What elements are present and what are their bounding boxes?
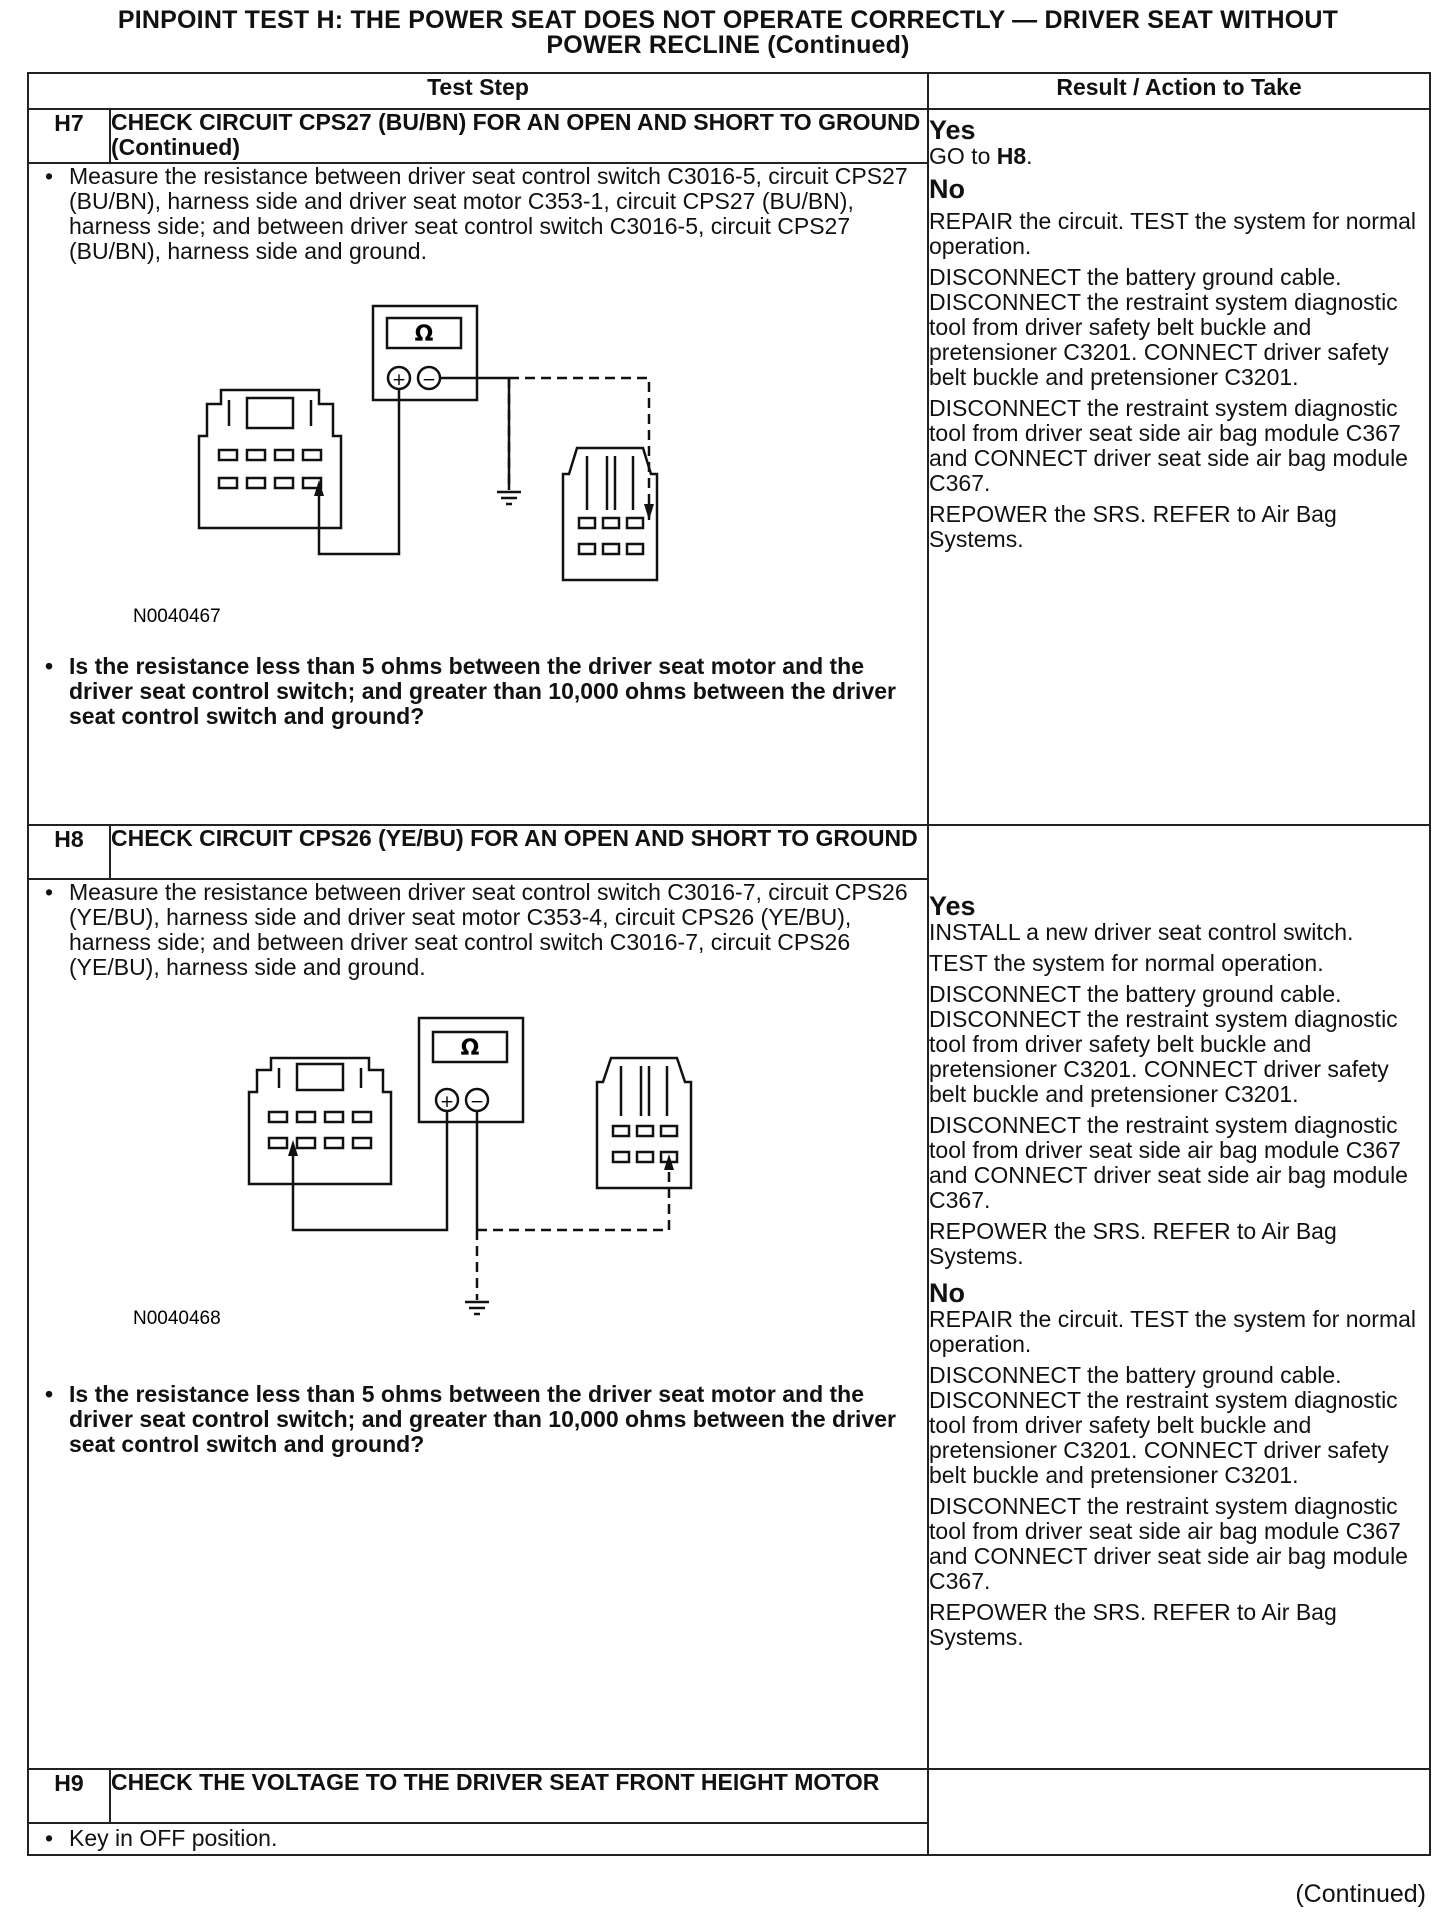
no-action-line: REPAIR the circuit. TEST the system for normal operation. [929, 1306, 1417, 1357]
no-action-line: REPAIR the circuit. TEST the system for normal operation. [929, 208, 1417, 259]
step-heading: CHECK THE VOLTAGE TO THE DRIVER SEAT FRONT HEIGHT MOTOR [110, 1769, 928, 1823]
yes-label: Yes [929, 891, 976, 921]
bullet-text: Measure the resistance between driver seat control switch C3016-5, circuit CPS27 (BU/BN), harness side and driver seat motor C353-1, circuit CPS27 (BU/BN), harness side; and between driver seat control switch C3016-5, circuit CPS27 (BU/BN), harness side and ground. [69, 163, 908, 264]
connector-c353 [563, 448, 657, 580]
pinpoint-test-table [27, 72, 1431, 1856]
step-id: H8 [28, 825, 110, 879]
figure-id: N0040468 [133, 1308, 221, 1329]
page-title [0, 8, 1456, 58]
yes-action-line: DISCONNECT the battery ground cable. DISCONNECT the restraint system diagnostic tool from driver safety belt buckle and pretensioner C3201. CONNECT driver safety belt buckle and pretensioner C3201. [929, 981, 1398, 1107]
ohm-symbol: Ω [414, 322, 434, 347]
figure-id: N0040467 [133, 606, 221, 627]
no-label: No [929, 1278, 966, 1308]
step-id: H7 [28, 109, 110, 163]
wiring-diagram-h7 [129, 270, 749, 640]
ground-symbol [497, 492, 521, 504]
page-title-line1: PINPOINT TEST H: THE POWER SEAT DOES NOT OPERATE CORRECTLY — DRIVER SEAT WITHOUT [117, 6, 1339, 34]
table-header-row [28, 73, 1430, 109]
column-header-result: Result / Action to Take [928, 73, 1430, 109]
column-header-test-step: Test Step [28, 73, 928, 109]
question-text: Is the resistance less than 5 ohms between the driver seat motor and the driver seat control switch; and greater than 10,000 ohms between the driver seat control switch and ground? [69, 653, 896, 729]
bullet-text: Measure the resistance between driver seat control switch C3016-7, circuit CPS26 (YE/BU), harness side and driver seat motor C353-4, circuit CPS26 (YE/BU), harness side; and between driver seat control switch C3016-7, circuit CPS26 (YE/BU), harness side and ground. [69, 879, 908, 980]
yes-action-line: TEST the system for normal operation. [929, 950, 1324, 976]
yes-action-line: REPOWER the SRS. REFER to Air Bag Systems. [929, 1218, 1337, 1269]
yes-action-line: DISCONNECT the restraint system diagnostic tool from driver seat side air bag module C367 and CONNECT driver seat side air bag module C367. [929, 1112, 1408, 1213]
bullet-item: • Is the resistance less than 5 ohms between the driver seat motor and the driver seat control switch; and greater than 10,000 ohms between the driver seat control switch and ground? [29, 654, 927, 729]
ground-symbol [465, 1302, 489, 1314]
goto-link-h8[interactable]: H8 [996, 143, 1027, 169]
step-h9-result [928, 1769, 1430, 1855]
step-h7-body [28, 163, 928, 825]
minus-terminal: − [421, 370, 437, 390]
connector-c353 [597, 1058, 691, 1188]
no-action-line: DISCONNECT the restraint system diagnostic tool from driver seat side air bag module C367 and CONNECT driver seat side air bag module C367. [929, 395, 1408, 496]
yes-label: Yes [929, 115, 976, 145]
step-heading: CHECK CIRCUIT CPS27 (BU/BN) FOR AN OPEN AND SHORT TO GROUND (Continued) [110, 109, 928, 163]
continued-note: (Continued) [1295, 1880, 1426, 1908]
no-action-line: DISCONNECT the restraint system diagnostic tool from driver seat side air bag module C367 and CONNECT driver seat side air bag module C367. [929, 1493, 1408, 1594]
plus-terminal: + [439, 1092, 455, 1112]
step-heading: CHECK CIRCUIT CPS26 (YE/BU) FOR AN OPEN AND SHORT TO GROUND [110, 825, 928, 879]
bullet-item: • Measure the resistance between driver seat control switch C3016-7, circuit CPS26 (YE/BU), harness side and driver seat motor C353-4, circuit CPS26 (YE/BU), harness side; and between driver seat control switch C3016-7, circuit CPS26 (YE/BU), harness side and ground. [29, 880, 927, 980]
step-h8-heading-row [28, 825, 1430, 879]
bullet-item: • Is the resistance less than 5 ohms between the driver seat motor and the driver seat control switch; and greater than 10,000 ohms between the driver seat control switch and ground? [29, 1382, 927, 1457]
no-action-line: REPOWER the SRS. REFER to Air Bag Systems. [929, 1599, 1337, 1650]
step-h8-result [928, 825, 1430, 1769]
bullet-item: • Measure the resistance between driver seat control switch C3016-5, circuit CPS27 (BU/BN), harness side and driver seat motor C353-1, circuit CPS27 (BU/BN), harness side; and between driver seat control switch C3016-5, circuit CPS27 (BU/BN), harness side and ground. [29, 164, 927, 264]
step-h9-heading-row [28, 1769, 1430, 1823]
test-leads [293, 1111, 669, 1300]
yes-action-line: INSTALL a new driver seat control switch. [929, 919, 1354, 945]
page-title-line2: POWER RECLINE (Continued) [546, 31, 910, 59]
plus-terminal: + [391, 370, 407, 390]
step-h7-result [928, 109, 1430, 825]
no-label: No [929, 174, 966, 204]
minus-terminal: − [469, 1092, 485, 1112]
bullet-text: Key in OFF position. [69, 1825, 278, 1851]
probe-arrow [644, 504, 654, 520]
bullet-item: • Key in OFF position. [29, 1826, 927, 1851]
wiring-diagram-h8 [129, 988, 749, 1368]
test-leads [319, 378, 649, 554]
connector-c3016 [249, 1058, 391, 1184]
no-action-line: REPOWER the SRS. REFER to Air Bag Systems. [929, 501, 1337, 552]
no-action-line: DISCONNECT the battery ground cable. DISCONNECT the restraint system diagnostic tool from driver safety belt buckle and pretensioner C3201. CONNECT driver safety belt buckle and pretensioner C3201. [929, 1362, 1398, 1488]
no-action-line: DISCONNECT the battery ground cable. DISCONNECT the restraint system diagnostic tool from driver safety belt buckle and pretensioner C3201. CONNECT driver safety belt buckle and pretensioner C3201. [929, 264, 1398, 390]
step-id: H9 [28, 1769, 110, 1823]
ohm-symbol: Ω [460, 1036, 480, 1061]
step-h8-body [28, 879, 928, 1769]
question-text: Is the resistance less than 5 ohms between the driver seat motor and the driver seat control switch; and greater than 10,000 ohms between the driver seat control switch and ground? [69, 1381, 896, 1457]
step-h9-body [28, 1823, 928, 1855]
step-h7-heading-row [28, 109, 1430, 163]
yes-action: GO to H8. [929, 143, 1033, 169]
